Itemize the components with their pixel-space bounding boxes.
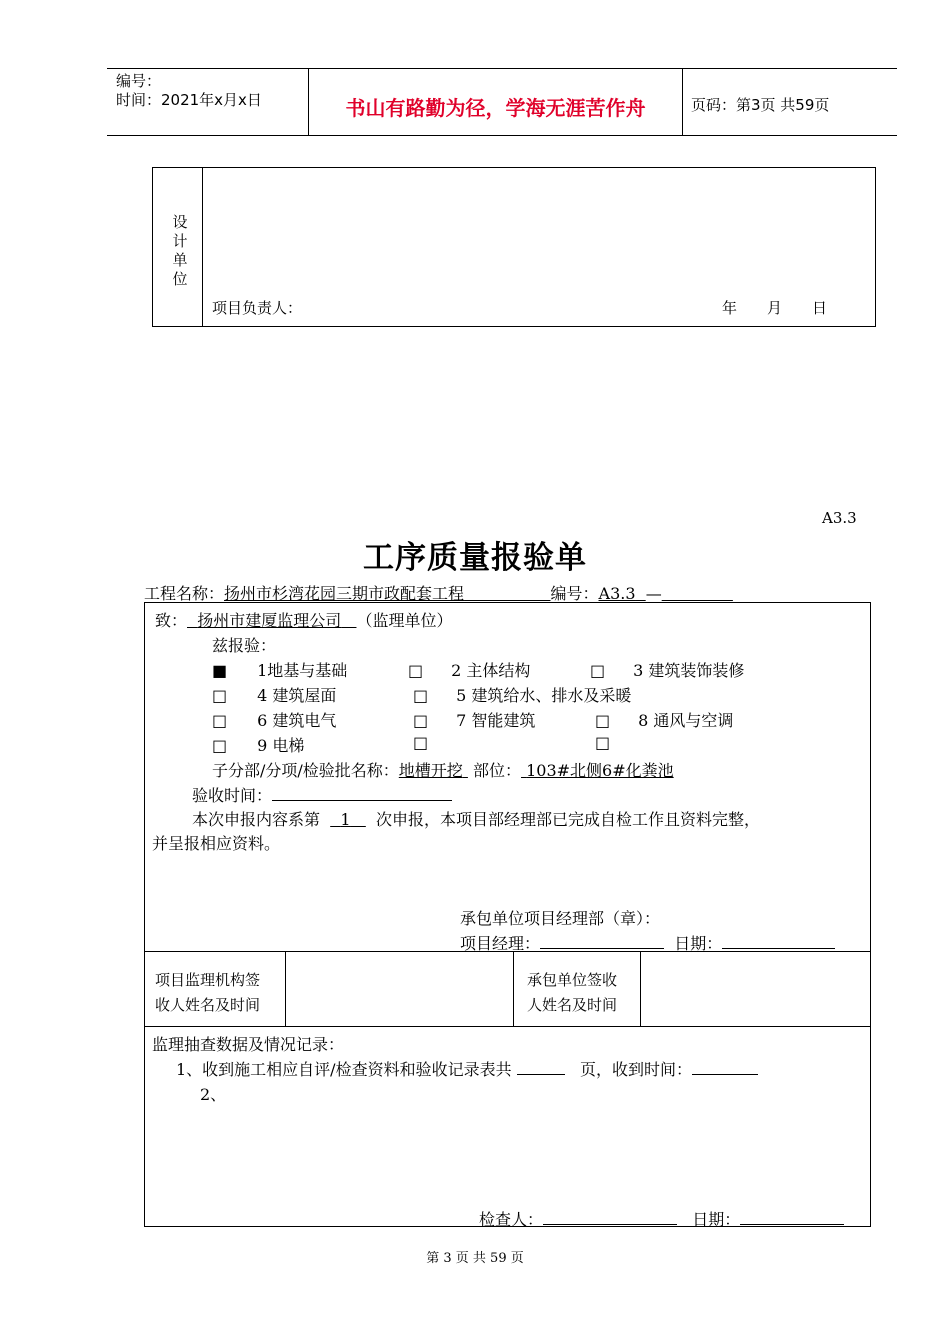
to-label: 致：	[155, 611, 188, 630]
project-number-value: A3.3	[598, 584, 636, 603]
option-11[interactable]	[595, 733, 610, 752]
design-unit-divider	[202, 167, 203, 327]
contractor-date-blank[interactable]	[722, 934, 835, 949]
option-3[interactable]: □ 3 建筑装饰装修	[590, 661, 745, 680]
to-suffix: （监理单位）	[356, 611, 453, 630]
option-6[interactable]: □ 6 建筑电气	[212, 711, 337, 730]
received-time-blank[interactable]	[692, 1060, 758, 1075]
location-label: 部位：	[473, 761, 522, 780]
form-rule	[144, 1026, 871, 1027]
records-item-1: 1、收到施工相应自评/检查资料和验收记录表共 页，收到时间：	[176, 1057, 758, 1080]
sign-divider	[513, 951, 514, 1026]
records-title: 监理抽查数据及情况记录：	[152, 1035, 345, 1054]
inspector-label: 检查人：	[479, 1210, 544, 1229]
project-number-dash: —	[645, 584, 662, 603]
accept-time-line	[192, 783, 452, 806]
checkbox-icon: □	[590, 661, 606, 680]
contractor-sign-cell[interactable]	[645, 955, 865, 1021]
date-day: 日	[812, 299, 828, 317]
option-5[interactable]: □ 5 建筑给水、排水及采暖	[413, 686, 632, 705]
checkbox-icon: □	[413, 733, 429, 752]
checkbox-icon: □	[413, 711, 429, 730]
header-bottom-rule	[107, 135, 897, 136]
manager-label: 项目经理：	[460, 934, 541, 953]
checkbox-checked-icon: ■	[212, 661, 228, 680]
option-1[interactable]: ■ 1地基与基础	[212, 661, 348, 680]
sign-divider	[285, 951, 286, 1026]
checkbox-icon: □	[408, 661, 424, 680]
records-item-2: 2、	[200, 1085, 227, 1104]
inspector-line	[479, 1207, 844, 1230]
header-divider	[682, 68, 683, 136]
checkbox-icon: □	[595, 711, 611, 730]
statement-line1: 本次申报内容系第 1 次申报，本项目部经理部已完成自检工作且资料完整，	[192, 810, 760, 829]
contractor-dept-label: 承包单位项目经理部（章）：	[460, 909, 661, 928]
manager-blank[interactable]	[540, 934, 664, 949]
header-top-rule	[107, 68, 897, 69]
checkbox-icon: □	[212, 736, 228, 755]
design-unit-label: 设 计 单 位	[172, 213, 188, 288]
design-unit-date	[722, 297, 827, 318]
to-company: 扬州市建厦监理公司	[197, 611, 342, 630]
sub-item-label: 子分部/分项/检验批名称：	[212, 761, 399, 780]
contractor-manager-line	[460, 931, 835, 954]
form-code: A3.3	[822, 509, 857, 527]
header-number-label: 编号：	[116, 72, 162, 90]
accept-time-label: 验收时间：	[192, 786, 273, 805]
option-9[interactable]: □ 9 电梯	[212, 736, 305, 755]
contractor-sign-label: 承包单位签收 人姓名及时间	[527, 971, 618, 1014]
header-meta	[116, 72, 262, 110]
location-value: 103#北侧6#化粪池	[526, 761, 674, 780]
option-4[interactable]: □ 4 建筑屋面	[212, 686, 337, 705]
sign-divider	[640, 951, 641, 1026]
sub-item-value: 地槽开挖	[398, 761, 463, 780]
to-line	[155, 608, 452, 631]
report-label: 兹报验：	[212, 636, 277, 655]
option-7[interactable]: □ 7 智能建筑	[413, 711, 536, 730]
supervisor-sign-cell[interactable]	[290, 955, 508, 1021]
option-2[interactable]: □ 2 主体结构	[408, 661, 531, 680]
contractor-date-label: 日期：	[674, 934, 723, 953]
inspector-blank[interactable]	[543, 1210, 677, 1225]
checkbox-icon: □	[595, 733, 611, 752]
date-month: 月	[767, 299, 783, 317]
project-name-label: 工程名称：	[144, 584, 225, 603]
supervisor-sign-label: 项目监理机构签 收人姓名及时间	[155, 971, 261, 1014]
project-leader-label: 项目负责人：	[212, 299, 303, 317]
header-motto: 书山有路勤为径，学海无涯苦作舟	[345, 96, 646, 120]
sub-item-line	[212, 758, 674, 781]
checkbox-icon: □	[212, 686, 228, 705]
header-page-info: 页码：第3页 共59页	[691, 96, 830, 114]
checkbox-icon: □	[413, 686, 429, 705]
project-line	[144, 581, 733, 604]
option-10[interactable]	[413, 733, 428, 752]
option-8[interactable]: □ 8 通风与空调	[595, 711, 734, 730]
header-time-label: 时间：2021年x月x日	[116, 91, 262, 109]
accept-time-blank[interactable]	[272, 786, 452, 801]
submission-count: 1	[340, 810, 351, 829]
inspection-date-label: 日期：	[692, 1210, 741, 1229]
date-year: 年	[722, 299, 738, 317]
pages-blank[interactable]	[517, 1060, 565, 1075]
page-footer: 第 3 页 共 59 页	[426, 1251, 524, 1266]
statement-line2: 并呈报相应资料。	[152, 834, 281, 853]
checkbox-icon: □	[212, 711, 228, 730]
project-number-label: 编号：	[550, 584, 599, 603]
project-name-value: 扬州市杉湾花园三期市政配套工程	[224, 584, 465, 603]
page-title: 工序质量报验单	[363, 540, 587, 576]
inspection-date-blank[interactable]	[740, 1210, 844, 1225]
